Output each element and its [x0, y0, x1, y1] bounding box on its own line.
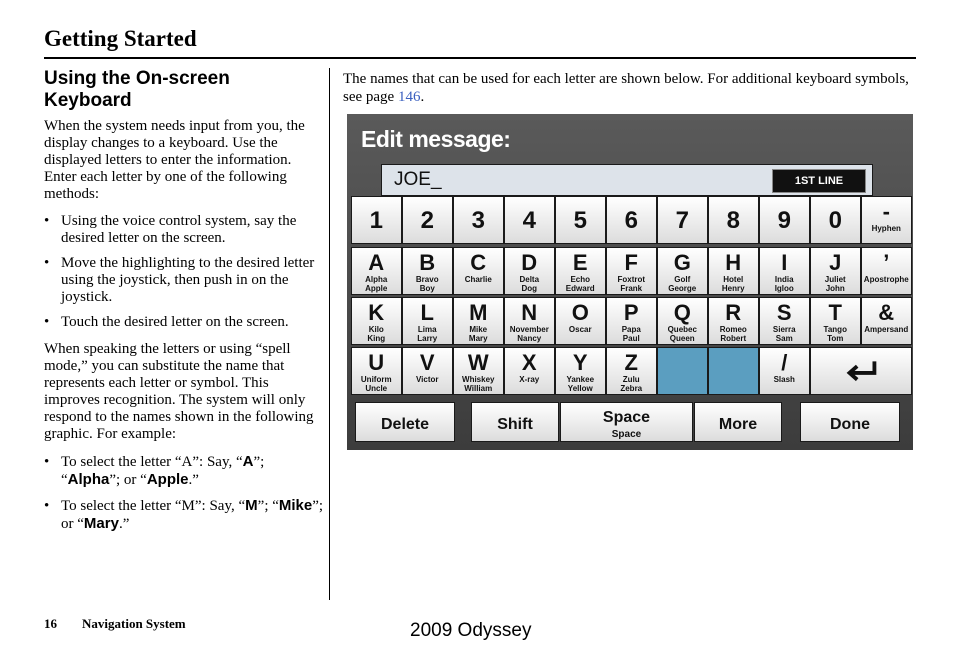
- key-character: T: [828, 300, 842, 325]
- key-e[interactable]: [555, 247, 606, 295]
- key-phonetic-name: Romeo Robert: [719, 325, 747, 343]
- key-2[interactable]: [402, 196, 453, 244]
- key-character: B: [419, 250, 436, 275]
- key-character: 9: [777, 207, 791, 234]
- space-button[interactable]: [560, 402, 693, 442]
- key-character: M: [469, 300, 488, 325]
- key-phonetic-name: Hotel Henry: [721, 275, 745, 293]
- key-character: Q: [673, 300, 691, 325]
- key-phonetic-name: Tango Tom: [823, 325, 847, 343]
- key-p[interactable]: [606, 297, 657, 345]
- header-rule: [44, 57, 916, 59]
- key-8[interactable]: [708, 196, 759, 244]
- key-3[interactable]: [453, 196, 504, 244]
- key-phonetic-name: Ampersand: [864, 325, 909, 334]
- page-link[interactable]: 146: [397, 89, 421, 105]
- key-character: A: [368, 250, 385, 275]
- key-character: X: [521, 350, 537, 375]
- left-column: [44, 68, 324, 543]
- key-s[interactable]: [759, 297, 810, 345]
- key-character: 2: [420, 207, 434, 234]
- key-x[interactable]: [504, 347, 555, 395]
- key-t[interactable]: [810, 297, 861, 345]
- key-phonetic-name: Papa Paul: [621, 325, 641, 343]
- key-character: K: [368, 300, 385, 325]
- key-7[interactable]: [657, 196, 708, 244]
- key-h[interactable]: [708, 247, 759, 295]
- key-character: G: [673, 250, 691, 275]
- key-phonetic-name: Oscar: [568, 325, 592, 334]
- key-character: H: [725, 250, 742, 275]
- footer-title: Navigation System: [82, 616, 186, 631]
- key-character: S: [776, 300, 792, 325]
- page-number: 16: [44, 616, 57, 631]
- key-blank: [657, 347, 708, 395]
- key-phonetic-name: Foxtrot Frank: [617, 275, 646, 293]
- key-phonetic-name: Lima Larry: [417, 325, 438, 343]
- key-d[interactable]: [504, 247, 555, 295]
- key-phonetic-name: Delta Dog: [519, 275, 540, 293]
- key-character: 5: [573, 207, 587, 234]
- key-phonetic-name: Victor: [415, 375, 439, 384]
- message-input-value: JOE_: [394, 169, 442, 190]
- message-input[interactable]: [381, 164, 873, 196]
- key-phonetic-name: Juliet John: [824, 275, 846, 293]
- method-item: • Using the voice control system, say the desired letter on the screen.: [44, 213, 324, 247]
- key-j[interactable]: [810, 247, 861, 295]
- delete-button-label: Delete: [380, 416, 430, 433]
- key-b[interactable]: [402, 247, 453, 295]
- method-item: • Move the highlighting to the desired letter using the joystick, then push in on the joystick.: [44, 255, 324, 306]
- screen-title: Edit message:: [361, 126, 511, 152]
- key-phonetic-name: Apostrophe: [863, 275, 909, 284]
- key-phonetic-name: India Igloo: [774, 275, 794, 293]
- key-phonetic-name: Uniform Uncle: [360, 375, 392, 393]
- key-character: F: [624, 250, 638, 275]
- more-button[interactable]: [694, 402, 782, 442]
- key-g[interactable]: [657, 247, 708, 295]
- key-u[interactable]: [351, 347, 402, 395]
- key-character: V: [419, 350, 435, 375]
- shift-button-label: Shift: [497, 416, 533, 433]
- section-heading: [44, 68, 324, 112]
- method-list: [44, 213, 324, 331]
- key-phonetic-name: Whiskey William: [462, 375, 495, 393]
- key-phonetic-name: Alpha Apple: [365, 275, 388, 293]
- key-4[interactable]: [504, 196, 555, 244]
- key-[interactable]: [861, 297, 912, 345]
- key-character: &: [878, 300, 895, 325]
- key-phonetic-name: Charlie: [464, 275, 492, 284]
- key-1[interactable]: [351, 196, 402, 244]
- key-character: 0: [828, 207, 842, 234]
- key-phonetic-name: Mike Mary: [468, 325, 488, 343]
- key-q[interactable]: [657, 297, 708, 345]
- key-character: 8: [726, 207, 740, 234]
- key-character: O: [571, 300, 589, 325]
- key-character: 1: [369, 207, 383, 234]
- right-intro-text: The names that can be used for each letter are shown below. For additional keyboard symbols, see page 146.: [343, 71, 909, 105]
- key-character: Z: [624, 350, 638, 375]
- key-character: P: [623, 300, 639, 325]
- key-blank: [708, 347, 759, 395]
- key-6[interactable]: [606, 196, 657, 244]
- key-0[interactable]: [810, 196, 861, 244]
- key-phonetic-name: Slash: [773, 375, 795, 384]
- key-n[interactable]: [504, 297, 555, 345]
- key-f[interactable]: [606, 247, 657, 295]
- example-item: • To select the letter “M”: Say, “M”; “Mike”; or “Mary.”: [44, 497, 324, 533]
- key-m[interactable]: [453, 297, 504, 345]
- method-item: • Touch the desired letter on the screen.: [44, 314, 324, 331]
- key-i[interactable]: [759, 247, 810, 295]
- key-character: L: [420, 300, 434, 325]
- key-character: 7: [675, 207, 689, 234]
- key-character: J: [829, 250, 842, 275]
- key-character: U: [368, 350, 385, 375]
- example-list: [44, 453, 324, 533]
- key-character: 4: [522, 207, 536, 234]
- key-[interactable]: [861, 247, 912, 295]
- key-phonetic-name: November Nancy: [509, 325, 549, 343]
- line-badge[interactable]: 1ST LINE: [772, 169, 866, 193]
- key-o[interactable]: [555, 297, 606, 345]
- model-name: 2009 Odyssey: [410, 620, 532, 641]
- key-phonetic-name: X-ray: [519, 375, 540, 384]
- key-phonetic-name: Quebec Queen: [667, 325, 697, 343]
- key-phonetic-name: Zulu Zebra: [620, 375, 643, 393]
- key-character: N: [521, 300, 538, 325]
- key-r[interactable]: [708, 297, 759, 345]
- key-character: D: [521, 250, 538, 275]
- key-5[interactable]: [555, 196, 606, 244]
- intro-paragraph: When the system needs input from you, the display changes to a keyboard. Use the displayed letters to enter the information. Enter each letter by one of the following methods:: [44, 118, 305, 202]
- key-phonetic-name: Yankee Yellow: [566, 375, 595, 393]
- key-[interactable]: [861, 196, 912, 244]
- key-character: C: [470, 250, 487, 275]
- delete-button[interactable]: [355, 402, 455, 442]
- key-character: ’: [883, 250, 890, 275]
- key-z[interactable]: [606, 347, 657, 395]
- key-phonetic-name: Hyphen: [871, 224, 901, 233]
- key-character: -: [882, 199, 890, 224]
- space-button-label: Space: [602, 409, 651, 426]
- page-header-title: Getting Started: [44, 26, 197, 51]
- key-c[interactable]: [453, 247, 504, 295]
- key-character: /: [781, 350, 788, 375]
- key-phonetic-name: Golf George: [668, 275, 697, 293]
- more-button-label: More: [718, 416, 758, 433]
- key-phonetic-name: Sierra Sam: [772, 325, 796, 343]
- key-character: 3: [471, 207, 485, 234]
- key-w[interactable]: [453, 347, 504, 395]
- key-character: I: [781, 250, 788, 275]
- key-a[interactable]: [351, 247, 402, 295]
- key-phonetic-name: Echo Edward: [565, 275, 595, 293]
- key-k[interactable]: [351, 297, 402, 345]
- enter-arrow-icon: [811, 348, 911, 394]
- example-item: • To select the letter “A”: Say, “A”; “Alpha”; or “Apple.”: [44, 453, 324, 489]
- heading-line-1: Using the On-screen: [44, 68, 230, 89]
- key-l[interactable]: [402, 297, 453, 345]
- done-button-label: Done: [830, 416, 870, 433]
- done-button[interactable]: [800, 402, 900, 442]
- keyboard-screen: [347, 114, 913, 450]
- key-character: R: [725, 300, 742, 325]
- key-[interactable]: [759, 347, 810, 395]
- key-enter[interactable]: [810, 347, 912, 395]
- key-character: Y: [572, 350, 588, 375]
- key-v[interactable]: [402, 347, 453, 395]
- spell-mode-paragraph: When speaking the letters or using “spell mode,” you can substitute the name that represents each letter or symbol. This improves recognition. The system will only respond to the names shown in the following graphic. For example:: [44, 341, 314, 442]
- space-button-phonetic: Space: [611, 429, 642, 440]
- heading-line-2: Keyboard: [44, 90, 132, 111]
- column-divider: [329, 68, 330, 600]
- key-y[interactable]: [555, 347, 606, 395]
- key-9[interactable]: [759, 196, 810, 244]
- key-phonetic-name: Bravo Boy: [415, 275, 439, 293]
- key-phonetic-name: Kilo King: [367, 325, 386, 343]
- key-character: E: [572, 250, 588, 275]
- key-character: 6: [624, 207, 638, 234]
- key-character: W: [467, 350, 489, 375]
- shift-button[interactable]: [471, 402, 559, 442]
